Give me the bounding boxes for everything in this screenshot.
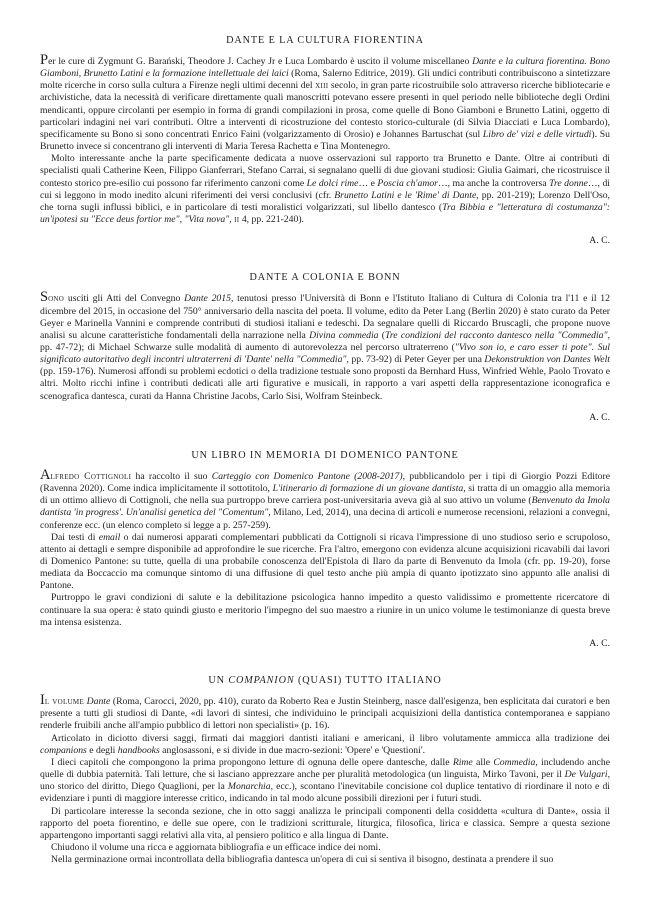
drop-initial: P (40, 52, 49, 68)
italic-text: Le dolci rime (306, 177, 359, 189)
text-run: usciti gli Atti del Convegno (64, 293, 185, 305)
italic-text: Libro de' vizi e delle virtudi (482, 128, 592, 140)
text-run: Molto interessante anche la parte specificamente dedicata a nuove osservazioni sul rapporto tra Brunetto e Dante. Oltre ai contributi di specialisti quali Catherine Keen, Filippo Gianferrari, Stefano Carrai, si segnalano quelli di due giovani studiosi: Giulia Gaimari, che ricostruisce il contesto storico pre-esilio cui possono far riferimento canzoni come (40, 153, 610, 189)
paragraph (40, 466, 611, 532)
drop-initial: I (40, 692, 45, 709)
drop-initial: A (40, 466, 51, 483)
section-libro-memoria-pantone (40, 449, 610, 650)
text-run: , si tratta di un omaggio alla memoria di un ottimo allievo di Cottignoli, che nella sua purtroppo breve carriera post-universitaria aveva già al suo attivo un volume ( (40, 483, 610, 507)
text-run: o dai numerosi apparati complementari pubblicati da Cottignoli si ricava l'impressione di uno studioso serio e scrupoloso, attento ai dettagli e sempre disponibile ad approfondire le sue ricerche. Fra l'altro, emergono con evidenza alcune acquisizioni ricavabili dai lavori di Domenico Pantone: su tutte, quella di una probabile conoscenza dell'Epistola di Ilaro da parte di Benvenuto da Imola (cfr. pp. 19-20), forse mediata da Boccaccio ma comunque sintomo di una diffusione di quel testo anche più ampia di quanto ipotizzato sino appunto alle analisi di Pantone. (40, 531, 610, 592)
paragraph (40, 52, 610, 153)
italic-text: Tra Bibbia e "letteratura di costumanza": un'ipotesi su "Ecce deus fortior me", "Vita nova" (40, 201, 610, 226)
section-title: UN COMPANION (QUASI) TUTTO ITALIANO (208, 675, 442, 687)
text-run: 4, pp. 221-240). (239, 214, 304, 226)
italic-text: Rime (452, 756, 473, 768)
text-run: Chiudono il volume una ricca e aggiornata bibliografia e un efficace indice dei nomi. (51, 841, 381, 853)
italic-text: Tre condizioni del racconto dantesco nella "Commedia" (385, 329, 608, 341)
author-signature: A. C. (589, 235, 610, 247)
section-companion-italiano (40, 674, 610, 866)
section-title: DANTE E LA CULTURA FIORENTINA (226, 35, 424, 46)
text-run: , includendo anche quelle di dubbia paternità. Tali letture, che si lasciano apprezzare anche per pluralità metodologica (un linguista, Mirko Tavoni, per il (40, 756, 610, 781)
paragraph (40, 692, 610, 732)
paragraph (40, 532, 610, 593)
text-run: … e (358, 177, 378, 189)
text-run: (pp. 159-176). Numerosi affondi su problemi ecdotici o della tradizione testuale sono proposti da Bernhard Huss, Winfried Wehle, Paolo Trovato e altri. Molto ricchi infine i contributi dedicati alle arti figurative e musicali, in rapporto a vari aspetti della rappresentazione iconografica e scenografica dantesca, curati da Hanna Christine Jacobs, Carlo Sisi, Wolfram Steinbeck. (40, 366, 610, 402)
italic-text: Tre donne (549, 177, 588, 189)
italic-text: De Vulgari (564, 769, 608, 781)
text-run: alle (472, 756, 494, 768)
paragraph (40, 806, 610, 842)
italic-text: email (98, 531, 121, 543)
text-run: , pp. 201-219); Lorenzo Dell'Oso, che torna sugli influssi biblici, e in particolare di testi moralistici volgarizzati, sul libello dantesco ( (40, 189, 610, 213)
text-run: …, ma anche la controversa (437, 177, 550, 189)
text-run: , pubblicandolo per i tipi di Giorgio Pozzi Editore (Ravenna 2020). Come indica implicitamente il sottotitolo, (40, 470, 611, 495)
section-dante-cultura-fiorentina (40, 34, 610, 247)
italic-text: Monarchia (227, 781, 271, 793)
italic-text: Divina commedia (309, 329, 379, 341)
text-run: (Roma, Salerno Editrice, 2019). Gli undici contributi contribuiscono a sintetizzare molte ricerche in corso sulla cultura a Firenze negli ultimi decenni del (40, 68, 610, 92)
text-run: ha raccolto il suo (131, 470, 212, 482)
author-signature: A. C. (589, 411, 610, 423)
italic-text: Carteggio con Domenico Pantone (2008-2017) (211, 470, 403, 482)
text-run: …, di cui si leggono in modo inedito alcuni riferimenti dei versi conclusivi (cfr. (40, 177, 610, 201)
italic-text: L'itinerario di formazione di un giovane dantista (272, 483, 464, 495)
text-run: ( (378, 329, 386, 341)
italic-text: Dante (86, 696, 111, 708)
paragraph (40, 733, 610, 757)
text-run: er le cure di Zygmunt G. Barański, Theodore J. Cachey Jr e Luca Lombardo è uscito il volume miscellaneo (48, 56, 473, 67)
italic-text: companions (40, 744, 87, 756)
paragraph (40, 757, 610, 806)
italic-text: "Vivo son io, e caro esser ti pote". Sul significato autoritativo degli incontri ultraterreni di 'Dante' nella "Commedia" (40, 341, 610, 366)
text-run: , pp. 73-92) di Peter Geyer per una (346, 354, 485, 366)
paragraph (40, 592, 610, 628)
text-run: Nella germinazione ormai incontrollata della bibliografia dantesca un'opera di cui si sentiva il bisogno, destinata a prendere il suo (51, 854, 554, 866)
text-run: , tenutosi presso l'Università di Bonn e l'Istituto Italiano di Cultura di Colonia tra l'11 e il 12 dicembre del 2015, in occasione del 750° anniversario della nascita del poeta. Il volume, edito da Peter Lang (Berlin 2020) è stato curato da Peter Geyer e Marinella Vannini e comprende contributi di studiosi italiani e tedeschi. Da segnalare quelli di Riccardo Bruscagli, che propone nuove analisi su alcune caratteristiche fondamentali della narrazione nella (40, 293, 610, 341)
section-title: UN LIBRO IN MEMORIA DI DOMENICO PANTONE (191, 449, 459, 461)
italic-text: Dante 2015 (184, 293, 231, 305)
text-run: (Roma, Carocci, 2020, pp. 410), curato da Roberto Rea e Justin Steinberg, nasce dall'esigenza, ben esplicitata dai curatori e ben presente a tutti gli studiosi di Dante, «di lavori di sintesi, che individuino le principali acquisizioni della dantistica contemporanea e sappiano renderle fruibili anche all'ampio pubblico di lettori non specialisti» (p. 16). (40, 696, 610, 732)
italic-text: Benvenuto da Imola dantista 'in progress'. Un'analisi genetica del "Comentum" (40, 495, 610, 519)
section-dante-colonia-bonn (40, 271, 610, 424)
text-run: anglosassoni, e si divide in due macro-sezioni: 'Opere' e 'Questioni'. (159, 744, 426, 756)
italic-text: Brunetto Latini e le 'Rime' di Dante (334, 189, 477, 201)
italic-text: Dante e la cultura fiorentina. Bono Giamboni, Brunetto Latini e la formazione intellettuale dei laici (40, 56, 610, 80)
text-run: l volume (44, 696, 85, 708)
paragraph (40, 854, 610, 866)
author-signature: A. C. (589, 637, 610, 649)
text-run: Articolato in diciotto diversi saggi, firmati dai maggiori dantisti italiani e americani, il libro volutamente ammicca alla tradizione dei (51, 732, 610, 744)
italic-text: Commedia (493, 756, 536, 768)
text-run: , uno storico del diritto, Diego Quaglioni, per la (40, 769, 610, 793)
text-run: , Milano, Led, 2014), una decina di articoli e numerose recensioni, relazioni a convegni, conferenze ecc. (un elenco completo si legge a p. 257-259). (40, 507, 610, 531)
text-run: ). Su Brunetto invece si concentrano gli interventi di Maria Teresa Rachetta e Tina Montenegro. (40, 128, 610, 153)
text-run: Dai testi di (51, 531, 99, 543)
text-run: ii (234, 214, 240, 226)
paragraph (40, 289, 611, 402)
italic-text: handbooks (117, 744, 160, 756)
text-run: , (229, 214, 235, 226)
drop-initial: S (40, 289, 49, 306)
text-run: , ecc.), scontano l'inevitabile concisione col duplice tentativo di riordinare il noto e di evidenziare i punti di maggiore interesse critico, indicando in tal modo alcune possibili direzioni per i futuri studi. (40, 781, 610, 805)
text-run: xiii (315, 80, 329, 92)
text-run: , pp. 47-72); di Michael Schwarze sulle modalità di aumento di autorevolezza nel percorso ultraterreno ( (40, 329, 611, 353)
text-run: lfredo Cottignoli (50, 470, 132, 482)
text-run: ono (48, 293, 65, 305)
text-run: e degli (86, 744, 118, 756)
paragraph (40, 153, 610, 226)
text-run: Purtroppo le gravi condizioni di salute e la debilitazione psicologica hanno impedito a questo validissimo e promettente ricercatore di continuare la sua opera: è stato quindi giusto e meritorio l'impegno del suo maestro a riunire in un unico volume le testimonianze di questa breve ma intensa esistenza. (40, 592, 610, 628)
text-run: I dieci capitoli che compongono la prima propongono letture di ognuna delle opere dantesche, dalle (51, 756, 453, 768)
text-run: secolo, in gran parte ricostruibile solo attraverso ricerche bibliotecarie e archivistiche, data la necessità di verificare direttamente quali manoscritti potevano essere presenti in quel periodo nelle biblioteche degli Ordini mendicanti, oppure circolanti per esempio in forma di grandi compilazioni in prosa, come quelle di Bono Giamboni e Brunetto Latini, oggetto di particolari indagini nei vari contributi. Oltre a interventi di ricostruzione del contesto storico-culturale (di Silvia Diacciati e Luca Lombardo), specificamente su Bono si sono concentrati Enrico Faini (volgarizzamento di Orosio) e Johannes Bartuschat (sul (40, 80, 610, 140)
italic-text: Dekonstruktion von Dantes Welt (484, 354, 610, 366)
text-run: Di particolare interesse la seconda sezione, che in otto saggi analizza le principali componenti della cosiddetta «cultura di Dante», ossia il rapporto del poeta fiorentino, e delle sue opere, con le tradizioni scritturale, liturgica, filosofica, lirica e classica. Sempre a questa sezione appartengono importanti saggi relativi alla vita, al pensiero politico e alla lingua di Dante. (40, 805, 610, 841)
section-title: DANTE A COLONIA E BONN (249, 272, 401, 284)
italic-text: Poscia ch'amor (377, 177, 438, 189)
paragraph (40, 842, 610, 854)
